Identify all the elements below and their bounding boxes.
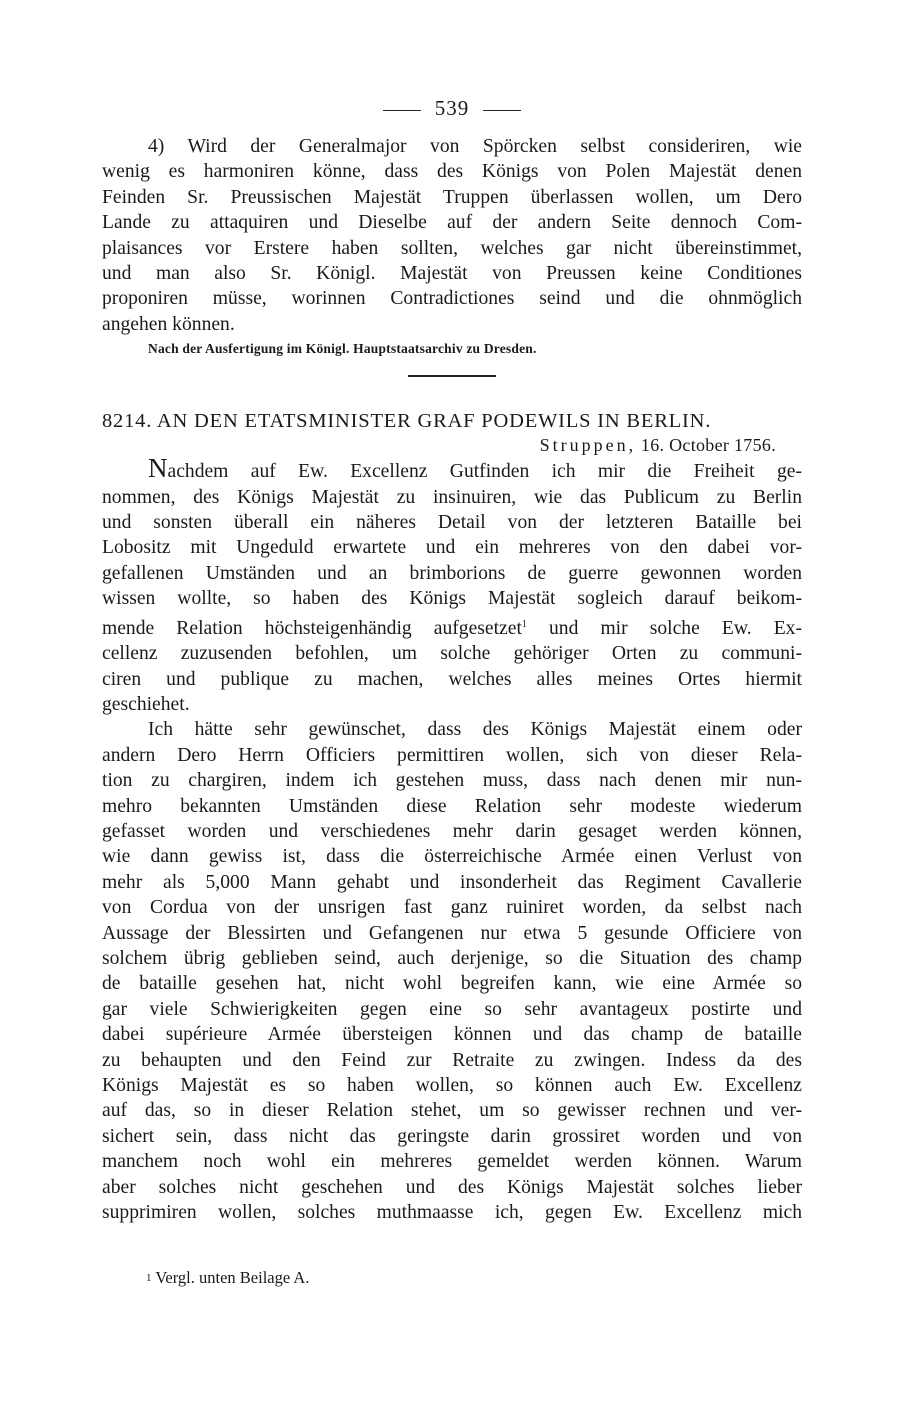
page-body [102, 96, 802, 1225]
text-line: mehro bekannten Umständen diese Relation sehr modeste wiederum [102, 795, 802, 817]
text-line: gar viele Schwierigkeiten gegen eine so sehr avantageux postirte und [102, 998, 802, 1020]
footnote-text: Vergl. unten Beilage A. [155, 1268, 310, 1287]
text-line: sichert sein, dass nicht das geringste darin grossiret worden und von [102, 1125, 802, 1147]
text-line: zu behaupten und den Feind zur Retraite zu zwingen. Indess da des [102, 1049, 802, 1071]
footnote [146, 1268, 309, 1288]
text-line: Aussage der Blessirten und Gefangenen nur etwa 5 gesunde Officiere von [102, 922, 802, 944]
dateline [102, 435, 802, 456]
letter-paragraph-2 [102, 717, 802, 1225]
folio-dash-left [383, 110, 421, 111]
page-number [102, 96, 802, 121]
text-line [102, 612, 802, 641]
text-line: Lande zu attaquiren und Dieselbe auf der andern Seite dennoch Com- [102, 212, 802, 234]
text-line: wenig es harmoniren könne, dass des Königs von Polen Majestät denen [102, 161, 802, 183]
section-divider [408, 375, 496, 377]
text-line: Königs Majestät es so haben wollen, so können auch Ew. Excellenz [102, 1075, 802, 1096]
text-line: nommen, des Königs Majestät zu insinuiren, wie das Publicum zu Berlin [102, 486, 802, 508]
text-line: plaisances vor Erstere haben sollten, welches gar nicht übereinstimmet, [102, 237, 802, 259]
text-line: mehr als 5,000 Mann gehabt und insonderheit das Regiment Cavallerie [102, 871, 802, 893]
text-line: angehen können. [102, 313, 235, 335]
text-line: solchem übrig geblieben seind, auch derjenige, so die Situation des champ [102, 947, 802, 969]
letter-heading: 8214. AN DEN ETATSMINISTER GRAF PODEWILS IN BERLIN. [102, 410, 712, 433]
text-line: und man also Sr. Königl. Majestät von Preussen keine Conditiones [102, 263, 802, 285]
source-note: Nach der Ausfertigung im Königl. Hauptstaatsarchiv zu Dresden. [148, 341, 537, 357]
text-line: aber solches nicht geschehen und des Königs Majestät solches lieber [102, 1176, 802, 1198]
text-line: von Cordua von der unsrigen fast ganz ruiniret worden, da selbst nach [102, 897, 802, 919]
text-line: andern Dero Herrn Officiers permittiren wollen, sich von dieser Rela- [102, 744, 802, 766]
footnote-reference[interactable]: 1 [521, 618, 527, 630]
text-line: supprimiren wollen, solches muthmaasse ich, gegen Ew. Excellenz mich [102, 1202, 802, 1224]
footnote-mark: 1 [146, 1272, 152, 1284]
text-line: Feinden Sr. Preussischen Majestät Truppen überlassen wollen, um Dero [102, 186, 802, 208]
text-line: de bataille gesehen hat, nicht wohl begreifen kann, wie eine Armée so [102, 973, 802, 995]
text-line: geschiehet. [102, 693, 190, 715]
text-line: gefallenen Umständen und an brimborions de guerre gewonnen worden [102, 562, 802, 584]
text-line: auf das, so in dieser Relation stehet, um so gewisser rechnen und ver- [102, 1100, 802, 1122]
initial-letter: N [148, 453, 168, 484]
text-line: wie dann gewiss ist, dass die österreichische Armée einen Verlust von [102, 846, 802, 868]
continuation-paragraph [102, 134, 802, 337]
text-line [102, 453, 802, 484]
text-line: proponiren müsse, worinnen Contradictiones seind und die ohnmöglich [102, 288, 802, 310]
text-line: Lobositz mit Ungeduld erwartete und ein mehreres von den dabei vor- [102, 537, 802, 559]
text-line: und sonsten überall ein näheres Detail von der letzteren Bataille bei [102, 512, 802, 534]
text-line: Ich hätte sehr gewünschet, dass des Königs Majestät einem oder [148, 719, 802, 741]
text-line: gefasset worden und verschiedenes mehr darin gesaget werden können, [102, 820, 802, 842]
dateline-place: Struppen, [539, 435, 637, 456]
page-number-text: 539 [434, 96, 470, 120]
text-line-part: mende Relation höchsteigenhändig aufgesetzet [102, 617, 522, 639]
text-line: manchem noch wohl ein mehreres gemeldet werden können. Warum [102, 1151, 802, 1173]
text-line: cellenz zuzusenden befohlen, um solche gehöriger Orten zu communi- [102, 643, 802, 665]
letter-paragraph-1 [102, 453, 802, 717]
text-line: ciren und publique zu machen, welches alles meines Ortes hiermit [102, 668, 802, 690]
text-line: 4) Wird der Generalmajor von Spörcken selbst consideriren, wie [148, 136, 802, 157]
dateline-date: 16. October 1756. [640, 435, 776, 456]
text-line-part: und mir solche Ew. Ex- [526, 617, 802, 639]
text-line: tion zu chargiren, indem ich gestehen muss, dass nach denen mir nun- [102, 770, 802, 792]
text-line: dabei supérieure Armée übersteigen können und das champ de bataille [102, 1024, 802, 1046]
text-line: wissen wollte, so haben des Königs Majestät sogleich darauf beikom- [102, 588, 802, 610]
folio-dash-right [483, 110, 521, 111]
text-line-rest: achdem auf Ew. Excellenz Gutfinden ich mir die Freiheit ge- [167, 461, 802, 483]
